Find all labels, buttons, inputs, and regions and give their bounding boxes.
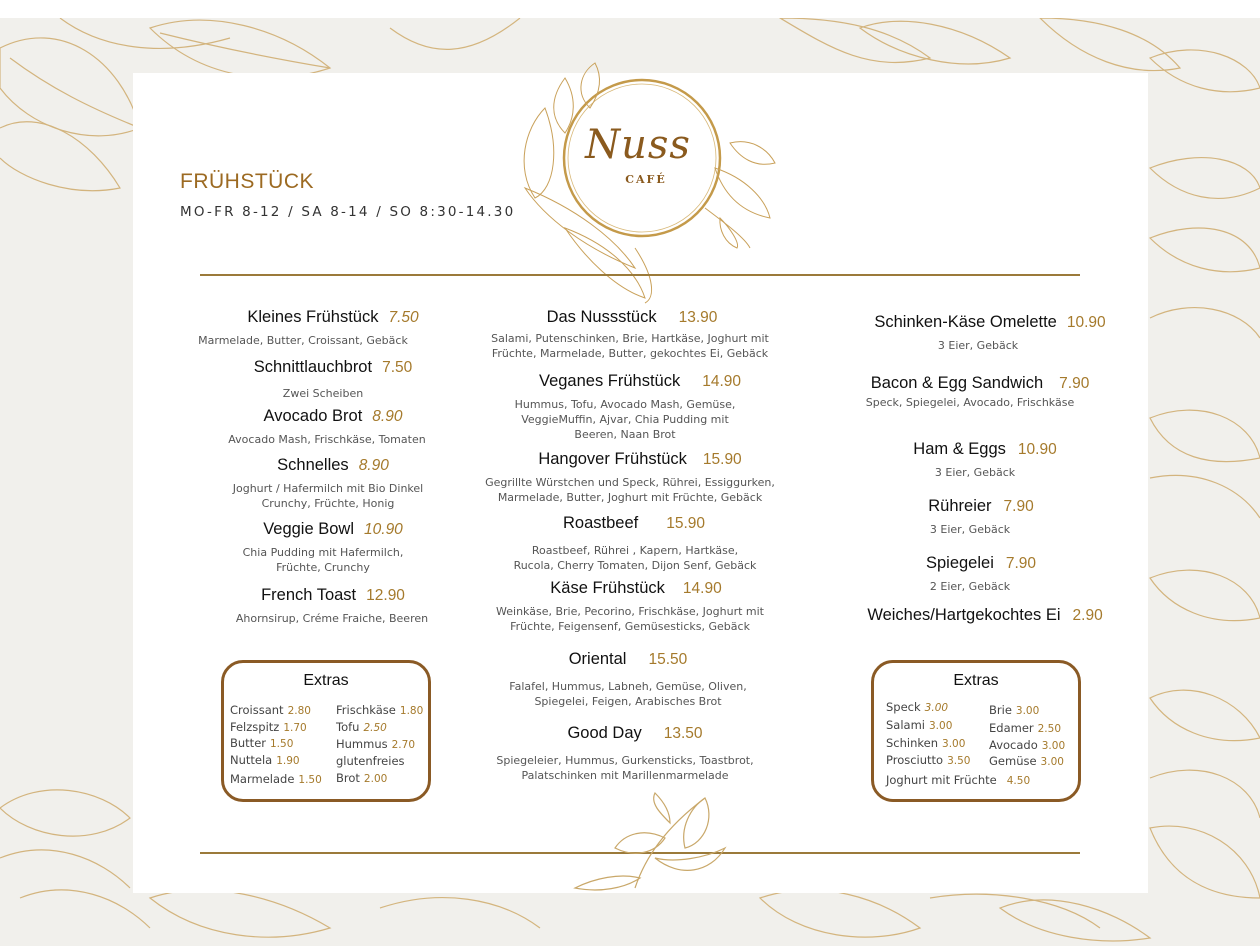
extra-price: 1.90 <box>276 755 300 767</box>
extra-item <box>886 753 971 767</box>
extra-name: Schinken <box>886 736 939 750</box>
desc-line: Beeren, Naan Brot <box>574 428 676 441</box>
extra-name: Frischkäse <box>336 703 396 717</box>
item-description <box>470 543 800 573</box>
item-name: Käse Frühstück <box>550 579 665 597</box>
item-description: 3 Eier, Gebäck <box>937 339 1019 352</box>
menu-title: FRÜHSTÜCK <box>180 170 314 193</box>
item-price: 15.90 <box>666 515 705 532</box>
item-name: Roastbeef <box>562 514 639 532</box>
extra-item <box>336 737 415 751</box>
extra-price: 3.00 <box>924 702 949 714</box>
item-name: Ham & Eggs <box>913 440 1006 458</box>
item-description <box>460 604 800 634</box>
extra-price: 1.70 <box>283 722 307 734</box>
item-name: Schinken-Käse Omelette <box>874 313 1057 331</box>
menu-item <box>480 450 800 505</box>
item-name: Schnelles <box>277 456 349 474</box>
menu-item <box>850 313 1130 353</box>
extras-title: Extras <box>303 672 349 689</box>
extra-price: 2.50 <box>1037 723 1062 735</box>
item-price: 15.50 <box>648 651 688 668</box>
extra-item <box>886 700 948 714</box>
extra-name: Butter <box>230 736 266 750</box>
extra-name: Gemüse <box>989 754 1037 768</box>
item-name: Good Day <box>567 724 642 742</box>
menu-item <box>480 724 800 783</box>
item-description <box>460 475 800 505</box>
menu-item <box>480 650 800 709</box>
extra-item <box>336 703 423 717</box>
item-price: 14.90 <box>702 373 742 390</box>
item-price: 13.90 <box>678 309 718 326</box>
item-description: Speck, Spiegelei, Avocado, Frischkäse <box>865 396 1075 409</box>
item-description <box>188 481 468 511</box>
extra-name: glutenfreies <box>336 754 405 768</box>
item-description <box>456 679 800 709</box>
item-price: 7.50 <box>388 309 419 326</box>
menu-item <box>198 407 468 447</box>
extra-price: 3.00 <box>1041 740 1066 752</box>
extra-item <box>886 736 965 750</box>
extra-item <box>336 754 405 768</box>
item-price: 8.90 <box>358 457 389 474</box>
top-divider <box>200 274 1080 276</box>
extra-name: Tofu <box>336 720 360 734</box>
menu-item <box>198 586 468 626</box>
menu-item <box>198 520 468 575</box>
extra-price: 3.00 <box>929 720 953 732</box>
item-name: Oriental <box>568 650 627 668</box>
extra-item <box>989 754 1064 768</box>
extra-name: Brot <box>336 771 360 785</box>
item-price: 14.90 <box>682 580 722 597</box>
item-description <box>470 331 790 361</box>
extras-box-left <box>221 660 431 802</box>
item-price: 10.90 <box>364 521 403 538</box>
desc-line: Crunchy, Früchte, Honig <box>261 497 395 510</box>
menu-item <box>480 372 800 442</box>
extra-item <box>336 771 387 785</box>
extra-price: 3.00 <box>1015 705 1040 717</box>
desc-line: Joghurt / Hafermilch mit Bio Dinkel <box>232 482 424 495</box>
extra-price: 2.80 <box>287 705 311 717</box>
menu-item <box>850 554 1130 594</box>
bottom-leaf-icon <box>565 788 745 893</box>
extras-box-right <box>871 660 1081 802</box>
menu-item <box>480 514 800 573</box>
extra-item <box>989 738 1065 752</box>
desc-line: Rucola, Cherry Tomaten, Dijon Senf, Gebäck <box>513 559 757 572</box>
extra-name: Brie <box>989 703 1012 717</box>
item-name: Spiegelei <box>925 554 994 572</box>
item-price: 7.90 <box>1003 498 1034 515</box>
item-price: 7.90 <box>1059 375 1090 392</box>
extra-name: Nuttela <box>230 753 273 767</box>
desc-line: Marmelade, Butter, Joghurt mit Früchte, Gebäck <box>497 491 763 504</box>
extra-name: Felzspitz <box>230 720 280 734</box>
item-description <box>178 545 468 575</box>
extra-item <box>989 703 1039 717</box>
extra-item <box>886 718 952 732</box>
extra-price: 1.80 <box>399 705 424 717</box>
extra-name: Joghurt mit Früchte <box>886 773 997 787</box>
item-name: Avocado Brot <box>263 407 363 425</box>
item-description: Zwei Scheiben <box>282 387 364 400</box>
extra-price: 2.50 <box>363 722 387 734</box>
menu-item <box>850 374 1130 410</box>
extra-item <box>230 703 311 717</box>
menu-item <box>850 606 1130 625</box>
item-name: Weiches/Hartgekochtes Ei <box>867 606 1061 624</box>
extra-name: Edamer <box>989 721 1034 735</box>
extra-name: Marmelade <box>230 772 295 786</box>
extra-item <box>230 720 307 734</box>
menu-item <box>198 456 468 511</box>
extra-name: Speck <box>886 700 921 714</box>
menu-item <box>480 579 800 634</box>
extra-name: Avocado <box>989 738 1038 752</box>
item-price: 2.90 <box>1072 607 1103 624</box>
menu-item <box>470 308 790 361</box>
opening-hours: MO-FR 8-12 / SA 8-14 / SO 8:30-14.30 <box>180 204 516 220</box>
item-name: Das Nussstück <box>546 308 657 326</box>
extra-item <box>886 773 1030 787</box>
extra-item <box>336 720 387 734</box>
item-name: Schnittlauchbrot <box>253 358 373 376</box>
menu-item <box>850 497 1130 537</box>
item-description <box>450 753 800 783</box>
item-description: 2 Eier, Gebäck <box>929 580 1011 593</box>
item-description: 3 Eier, Gebäck <box>934 466 1016 479</box>
extra-price: 2.00 <box>363 773 388 785</box>
item-price: 10.90 <box>1017 441 1057 458</box>
extra-item <box>230 772 322 786</box>
extra-price: 4.50 <box>1006 775 1031 787</box>
desc-line: Früchte, Marmelade, Butter, gekochtes Ei, Gebäck <box>491 347 769 360</box>
extra-price: 2.70 <box>391 739 416 751</box>
desc-line: Spiegeleier, Hummus, Gurkensticks, Toastbrot, <box>496 754 754 767</box>
item-description <box>450 397 800 442</box>
logo-script-text: Nuss <box>585 122 691 168</box>
extra-item <box>230 753 300 767</box>
item-price: 10.90 <box>1066 314 1106 331</box>
extra-price: 1.50 <box>270 738 294 750</box>
item-description: Marmelade, Butter, Croissant, Gebäck <box>198 334 408 347</box>
item-price: 7.90 <box>1005 555 1037 572</box>
desc-line: Roastbeef, Rührei , Kapern, Hartkäse, <box>531 544 739 557</box>
desc-line: VeggieMuffin, Ajvar, Chia Pudding mit <box>521 413 729 426</box>
item-price: 8.90 <box>372 408 403 425</box>
item-name: Hangover Frühstück <box>538 450 687 468</box>
extra-name: Hummus <box>336 737 388 751</box>
desc-line: Falafel, Hummus, Labneh, Gemüse, Oliven, <box>509 680 747 693</box>
desc-line: Chia Pudding mit Hafermilch, <box>242 546 404 559</box>
item-name: Veganes Frühstück <box>538 372 681 390</box>
item-price: 13.50 <box>663 725 703 742</box>
menu-item <box>198 308 468 348</box>
item-price: 7.50 <box>382 359 413 376</box>
extra-price: 3.50 <box>947 755 971 767</box>
desc-line: Spiegelei, Feigen, Arabisches Brot <box>534 695 722 708</box>
extra-name: Prosciutto <box>886 753 944 767</box>
menu-item <box>198 358 468 401</box>
extras-title: Extras <box>953 672 999 689</box>
item-name: Veggie Bowl <box>263 520 355 538</box>
extra-item <box>989 721 1061 735</box>
item-price: 12.90 <box>366 587 405 604</box>
desc-line: Weinkäse, Brie, Pecorino, Frischkäse, Joghurt mit <box>496 605 764 618</box>
item-name: Rühreier <box>928 497 992 515</box>
extra-name: Salami <box>886 718 925 732</box>
extra-name: Croissant <box>230 703 284 717</box>
item-description: 3 Eier, Gebäck <box>929 523 1011 536</box>
item-description: Avocado Mash, Frischkäse, Tomaten <box>228 433 426 446</box>
logo-cafe-text: CAFÉ <box>625 173 667 186</box>
extra-price: 3.00 <box>942 738 966 750</box>
item-name: Kleines Frühstück <box>247 308 379 326</box>
extra-item <box>230 736 293 750</box>
desc-line: Früchte, Feigensenf, Gemüsesticks, Gebäck <box>510 620 750 633</box>
item-name: French Toast <box>261 586 357 604</box>
extra-price: 1.50 <box>298 774 322 786</box>
extra-price: 3.00 <box>1040 756 1064 768</box>
desc-line: Früchte, Crunchy <box>276 561 370 574</box>
desc-line: Palatschinken mit Marillenmarmelade <box>521 769 729 782</box>
desc-line: Gegrillte Würstchen und Speck, Rührei, Essiggurken, <box>485 476 775 489</box>
item-price: 15.90 <box>702 451 742 468</box>
menu-item <box>850 440 1130 480</box>
desc-line: Hummus, Tofu, Avocado Mash, Gemüse, <box>514 398 736 411</box>
item-description: Ahornsirup, Créme Fraiche, Beeren <box>235 612 429 625</box>
desc-line: Salami, Putenschinken, Brie, Hartkäse, Joghurt mit <box>491 332 769 345</box>
item-name: Bacon & Egg Sandwich <box>870 374 1044 392</box>
